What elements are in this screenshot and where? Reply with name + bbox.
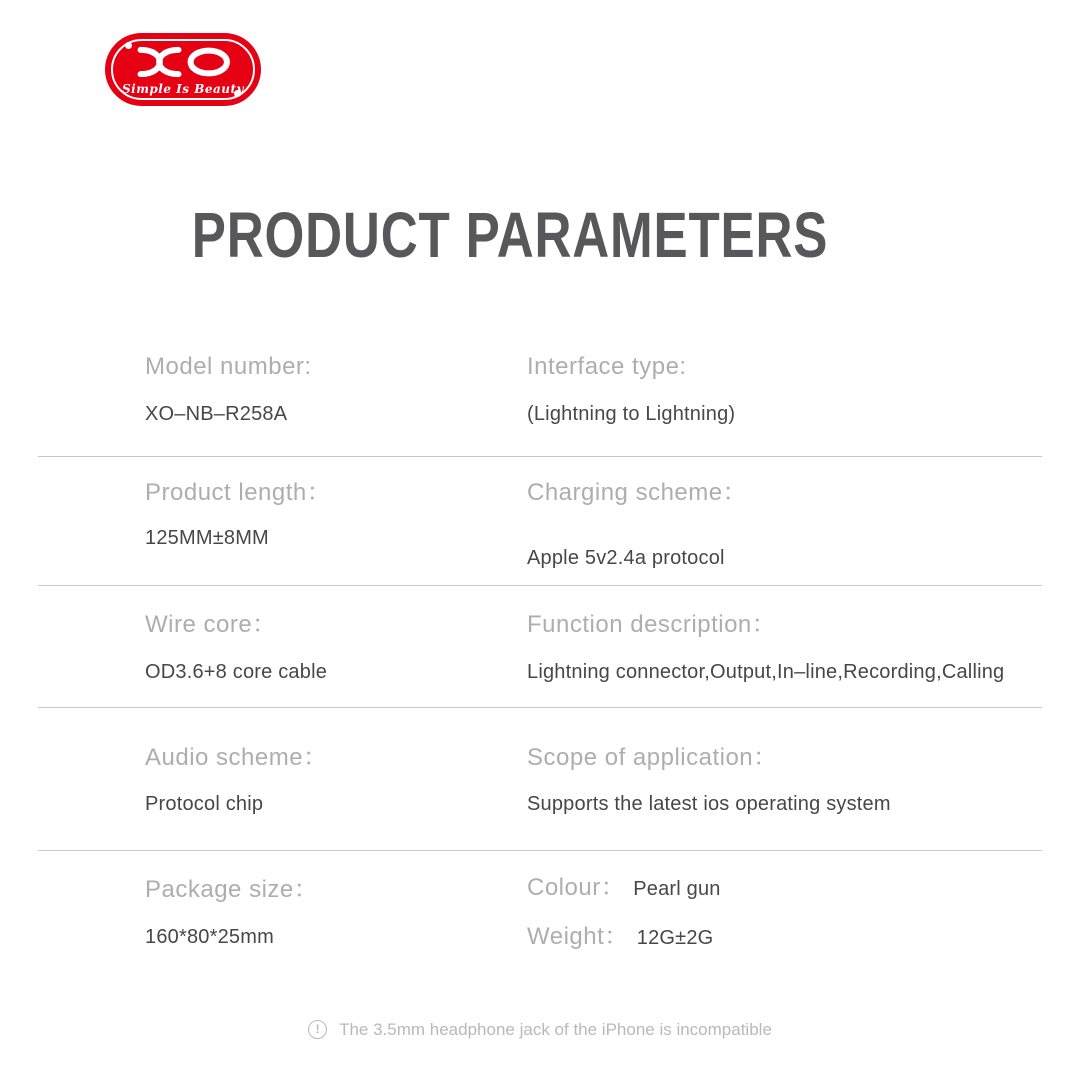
spec-label-function-description: Function description： bbox=[527, 611, 777, 638]
row-divider bbox=[38, 585, 1042, 586]
spec-value-wire-core: OD3.6+8 core cable bbox=[145, 661, 328, 683]
footer-note-text: The 3.5mm headphone jack of the iPhone is incompatible bbox=[339, 1019, 772, 1039]
row-divider bbox=[38, 707, 1042, 708]
spec-label-charging-scheme: Charging scheme： bbox=[527, 479, 748, 506]
exclamation-circle-icon bbox=[308, 1020, 327, 1039]
spec-label-audio-scheme: Audio scheme： bbox=[145, 744, 328, 771]
spec-value-weight: 12G±2G bbox=[636, 927, 714, 949]
footer-note bbox=[0, 1017, 1080, 1041]
spec-value-charging-scheme: Apple 5v2.4a protocol bbox=[527, 547, 725, 569]
spec-label-colour: Colour： bbox=[527, 874, 626, 901]
logo-dot-top-left bbox=[125, 42, 132, 49]
spec-label-wire-core: Wire core： bbox=[145, 611, 277, 638]
spec-line-colour bbox=[527, 876, 721, 900]
spec-value-model-number: XO–NB–R258A bbox=[145, 403, 288, 425]
spec-value-product-length: 125MM±8MM bbox=[145, 527, 269, 549]
spec-label-product-length: Product length： bbox=[145, 479, 332, 506]
xo-logo bbox=[105, 33, 261, 106]
spec-label-scope-of-application: Scope of application： bbox=[527, 744, 778, 771]
spec-line-weight bbox=[527, 925, 713, 949]
spec-label-weight: Weight： bbox=[527, 923, 629, 950]
row-divider bbox=[38, 850, 1042, 851]
spec-label-package-size: Package size： bbox=[145, 876, 319, 903]
spec-value-colour: Pearl gun bbox=[633, 878, 721, 900]
logo-tagline: Simple Is Beauty bbox=[121, 82, 245, 96]
spec-value-package-size: 160*80*25mm bbox=[145, 926, 274, 948]
spec-label-model-number: Model number: bbox=[145, 353, 312, 380]
xo-brand-icon bbox=[133, 44, 233, 80]
row-divider bbox=[38, 456, 1042, 457]
spec-label-interface-type: Interface type: bbox=[527, 353, 687, 380]
exclamation-glyph: ! bbox=[315, 1022, 320, 1036]
spec-value-audio-scheme: Protocol chip bbox=[145, 793, 264, 815]
page-title: PRODUCT PARAMETERS bbox=[191, 199, 829, 271]
spec-value-function-description: Lightning connector,Output,In–line,Recording,Calling bbox=[527, 661, 1005, 683]
spec-value-scope-of-application: Supports the latest ios operating system bbox=[527, 793, 891, 815]
spec-value-interface-type: (Lightning to Lightning) bbox=[527, 403, 736, 425]
